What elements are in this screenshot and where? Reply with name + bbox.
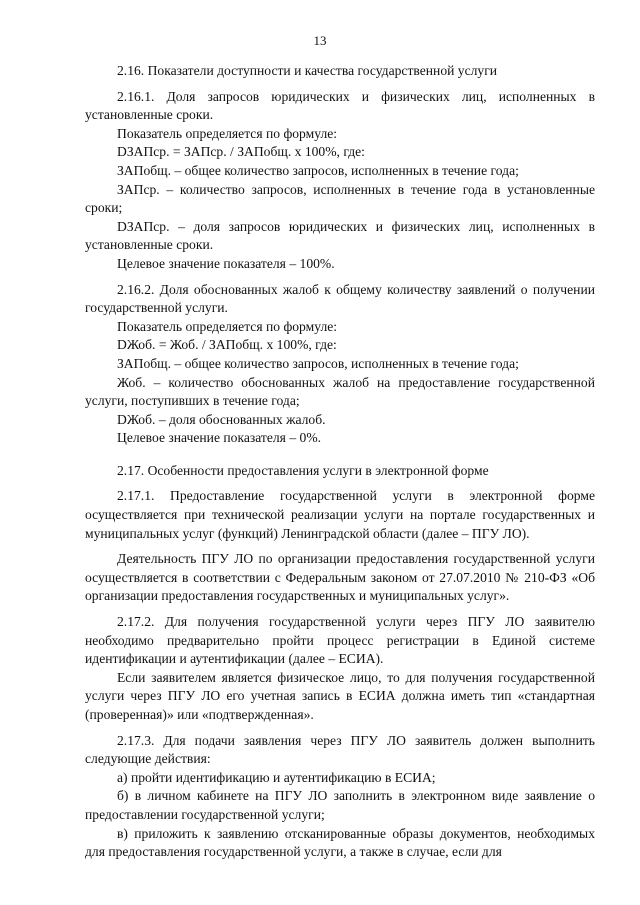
paragraph: Деятельность ПГУ ЛО по организации предоставления государственной услуги осуществляется в соответствии с Федеральным законом от 27.07.2010 № 210-ФЗ «Об организации предоставления государственных и муниципальных услуг». — [85, 551, 595, 604]
paragraph: DЗАПср. – доля запросов юридических и физических лиц, исполненных в установленные сроки. — [85, 218, 595, 253]
paragraph: 2.16. Показатели доступности и качества государственной услуги — [117, 63, 498, 78]
document-body — [85, 62, 595, 862]
paragraph: Показатель определяется по формуле: — [117, 125, 338, 141]
paragraph: ЗАПобщ. – общее количество запросов, исполненных в течение года; — [117, 355, 519, 371]
paragraph: 2.16.2. Доля обоснованных жалоб к общему количеству заявлений о получении государственной услуги. — [85, 281, 595, 316]
paragraph: Показатель определяется по формуле: — [117, 318, 338, 334]
paragraph: в) приложить к заявлению отсканированные образы документов, необходимых для предоставления государственной услуги, а также в случае, если для — [85, 825, 595, 860]
paragraph: а) пройти идентификацию и аутентификацию в ЕСИА; — [117, 769, 436, 785]
paragraph: б) в личном кабинете на ПГУ ЛО заполнить в электронном виде заявление о предоставлении государственной услуги; — [85, 788, 595, 822]
page-number: 13 — [313, 33, 327, 48]
paragraph: Целевое значение показателя – 100%. — [117, 255, 335, 271]
paragraph: 2.16.1. Доля запросов юридических и физических лиц, исполненных в установленные сроки. — [85, 88, 595, 123]
paragraph: DЗАПср. = ЗАПср. / ЗАПобщ. х 100%, где: — [117, 144, 365, 160]
paragraph: ЗАПобщ. – общее количество запросов, исполненных в течение года; — [117, 162, 519, 178]
paragraph: DЖоб. – доля обоснованных жалоб. — [117, 411, 326, 427]
paragraph: DЖоб. = Жоб. / ЗАПобщ. х 100%, где: — [117, 337, 337, 353]
paragraph: Целевое значение показателя – 0%. — [117, 430, 322, 446]
paragraph: Если заявителем является физическое лицо, то для получения государственной услуги через ПГУ ЛО его учетная запись в ЕСИА должна иметь тип «стандартная (проверенная)» или «подтвержденная». — [85, 669, 595, 722]
paragraph: 2.17.1. Предоставление государственной услуги в электронной форме осуществляется при технической реализации услуги на портале государственных и муниципальных услуг (функций) Ленинградской области (далее – ПГУ ЛО). — [85, 488, 595, 541]
paragraph: 2.17. Особенности предоставления услуги в электронной форме — [117, 462, 489, 478]
paragraph: ЗАПср. – количество запросов, исполненных в течение года в установленные сроки; — [85, 181, 595, 216]
paragraph: 2.17.2. Для получения государственной услуги через ПГУ ЛО заявителю необходимо предварительно пройти процесс регистрации в Единой системе идентификации и аутентификации (далее – ЕСИА). — [85, 614, 595, 667]
paragraph: 2.17.3. Для подачи заявления через ПГУ ЛО заявитель должен выполнить следующие действия: — [85, 732, 595, 767]
paragraph: Жоб. – количество обоснованных жалоб на предоставление государственной услуги, поступивших в течение года; — [85, 374, 595, 409]
